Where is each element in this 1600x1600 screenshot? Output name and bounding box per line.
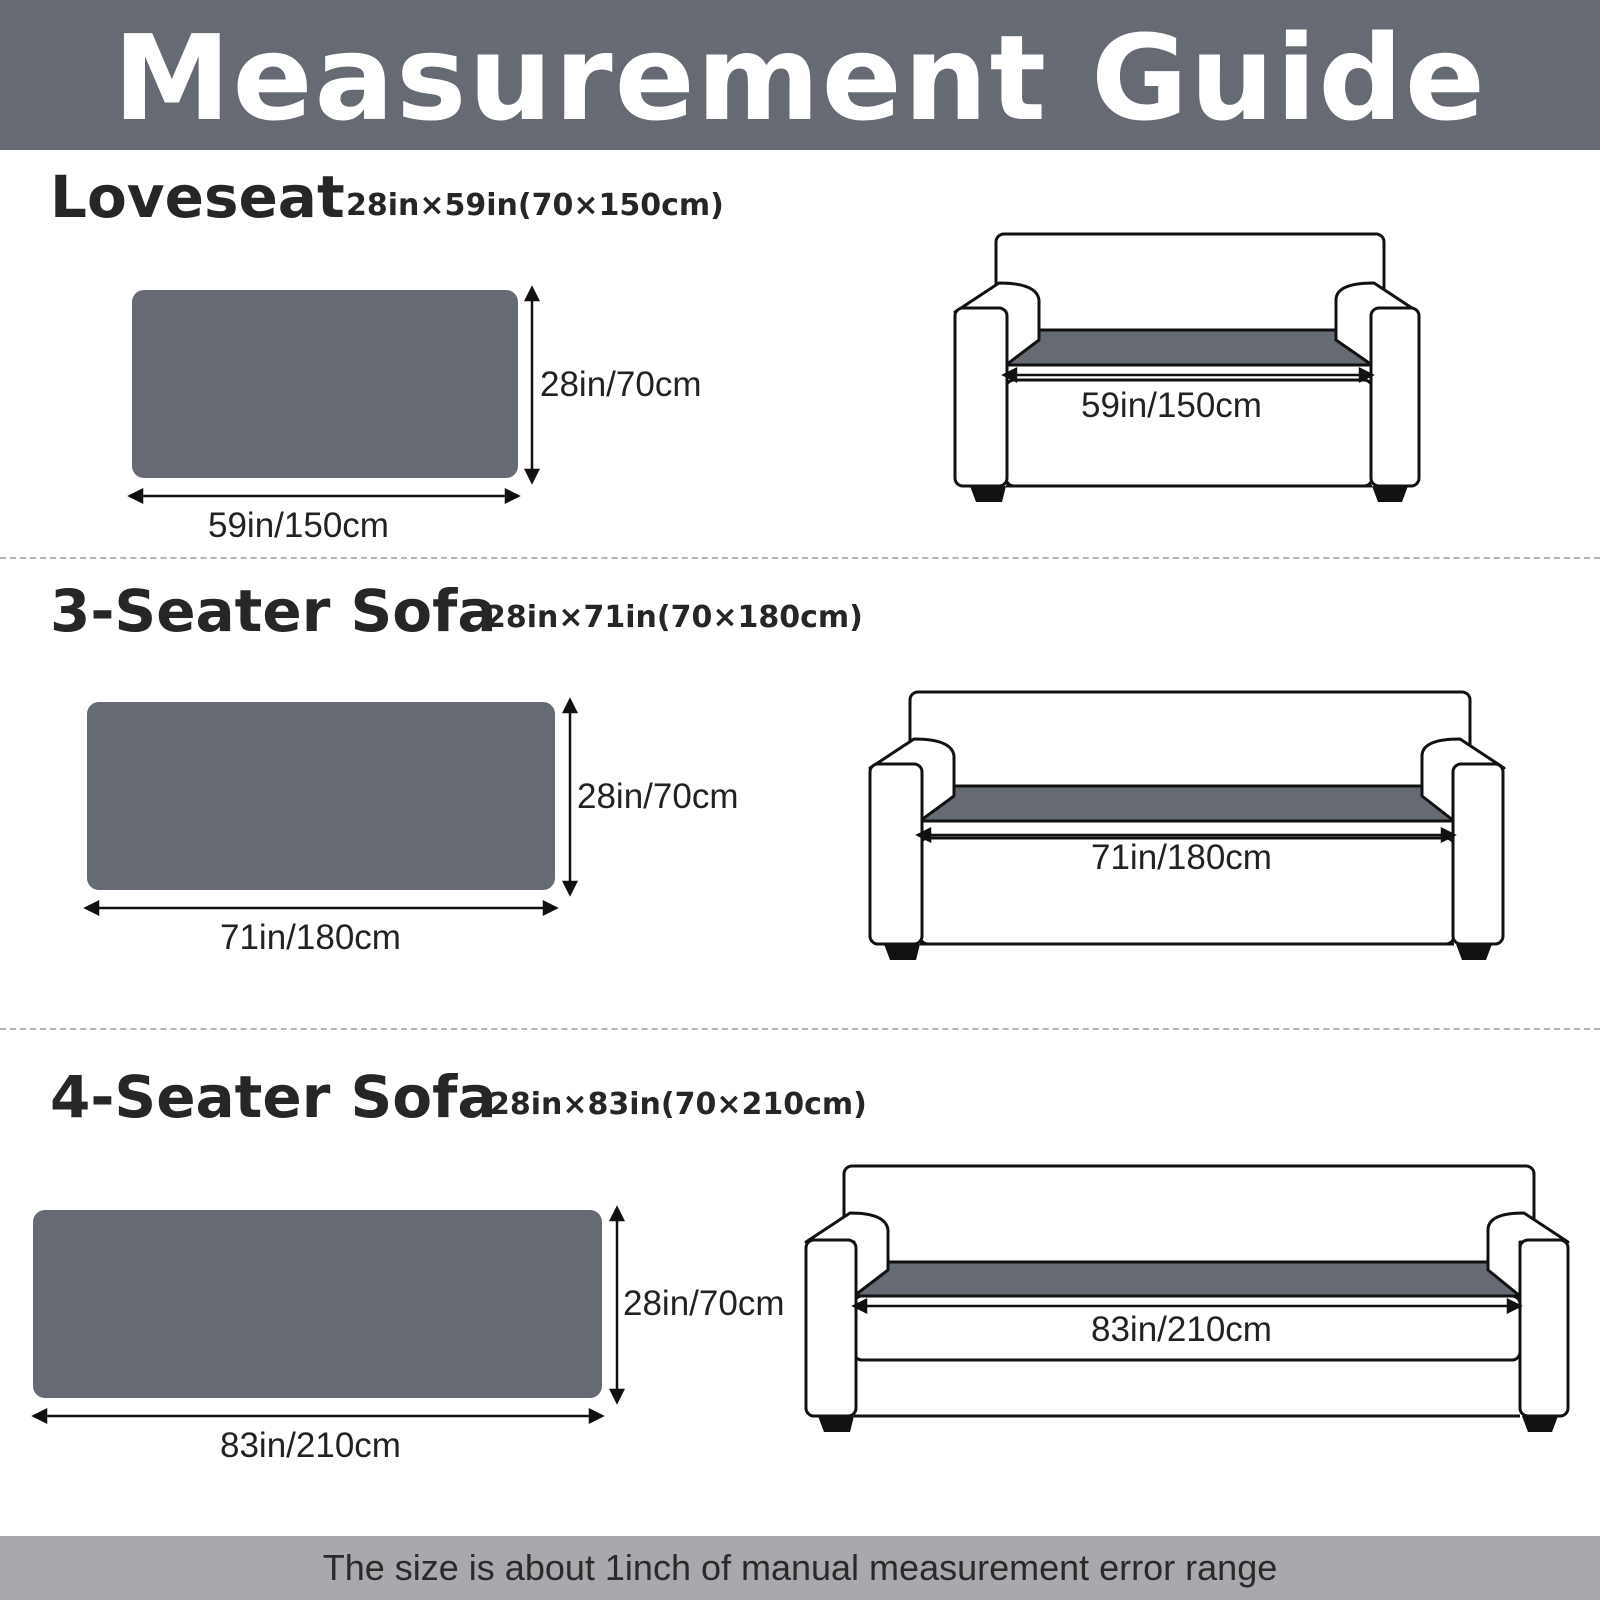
section-size: 28in×71in(70×180cm) (485, 600, 863, 635)
section-title: Loveseat (50, 163, 345, 231)
depth-label: 28in/70cm (540, 365, 702, 404)
width-label: 83in/210cm (220, 1426, 401, 1465)
section-title: 3-Seater Sofa (50, 577, 497, 645)
page-title: Measurement Guide (113, 9, 1487, 147)
depth-label: 28in/70cm (577, 777, 739, 816)
depth-label: 28in/70cm (623, 1284, 785, 1323)
width-label: 59in/150cm (208, 506, 389, 545)
width-label: 71in/180cm (220, 918, 401, 957)
footer-note: The size is about 1inch of manual measurement error range (322, 1547, 1278, 1588)
section-size: 28in×59in(70×150cm) (346, 188, 724, 223)
sofa-width-label: 83in/210cm (1091, 1310, 1272, 1349)
section-title: 4-Seater Sofa (50, 1063, 497, 1131)
footer-banner (0, 1536, 1600, 1600)
section-size: 28in×83in(70×210cm) (489, 1087, 867, 1122)
sofa-width-label: 59in/150cm (1081, 386, 1262, 425)
sofa-width-label: 71in/180cm (1091, 838, 1272, 877)
